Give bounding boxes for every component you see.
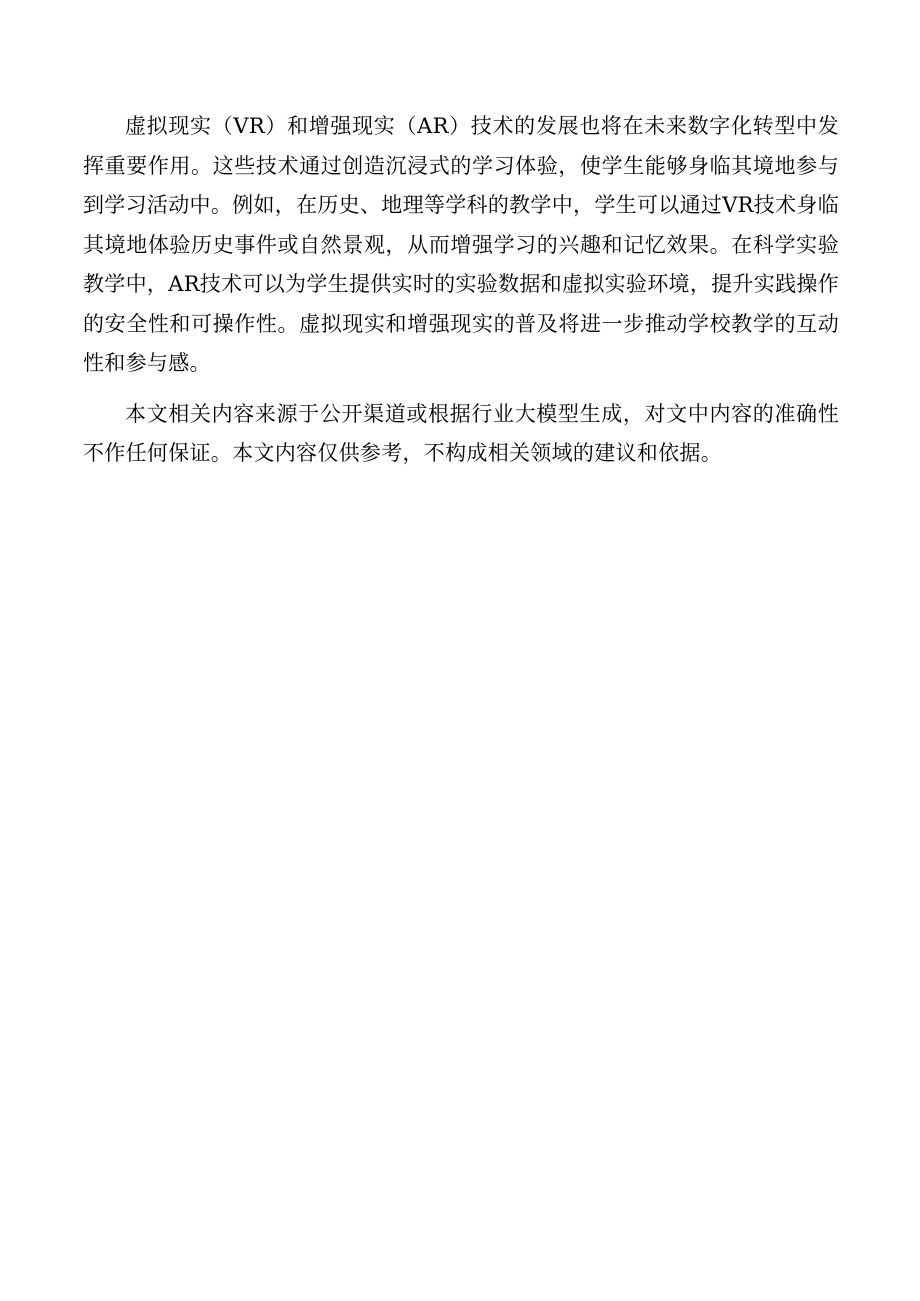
body-paragraph-vr-ar: 虚拟现实（VR）和增强现实（AR）技术的发展也将在未来数字化转型中发挥重要作用。这些技术通过创造沉浸式的学习体验，使学生能够身临其境地参与到学习活动中。例如，在历史、地理等学科的教学中，学生可以通过VR技术身临其境地体验历史事件或自然景观，从而增强学习的兴趣和记忆效果。在科学实验教学中，AR技术可以为学生提供实时的实验数据和虚拟实验环境，提升实践操作的安全性和可操作性。虚拟现实和增强现实的普及将进一步推动学校教学的互动性和参与感。 [83, 114, 839, 375]
disclaimer-paragraph: 本文相关内容来源于公开渠道或根据行业大模型生成，对文中内容的准确性不作任何保证。本文内容仅供参考，不构成相关领域的建议和依据。 [83, 401, 839, 465]
document-body [83, 107, 839, 474]
